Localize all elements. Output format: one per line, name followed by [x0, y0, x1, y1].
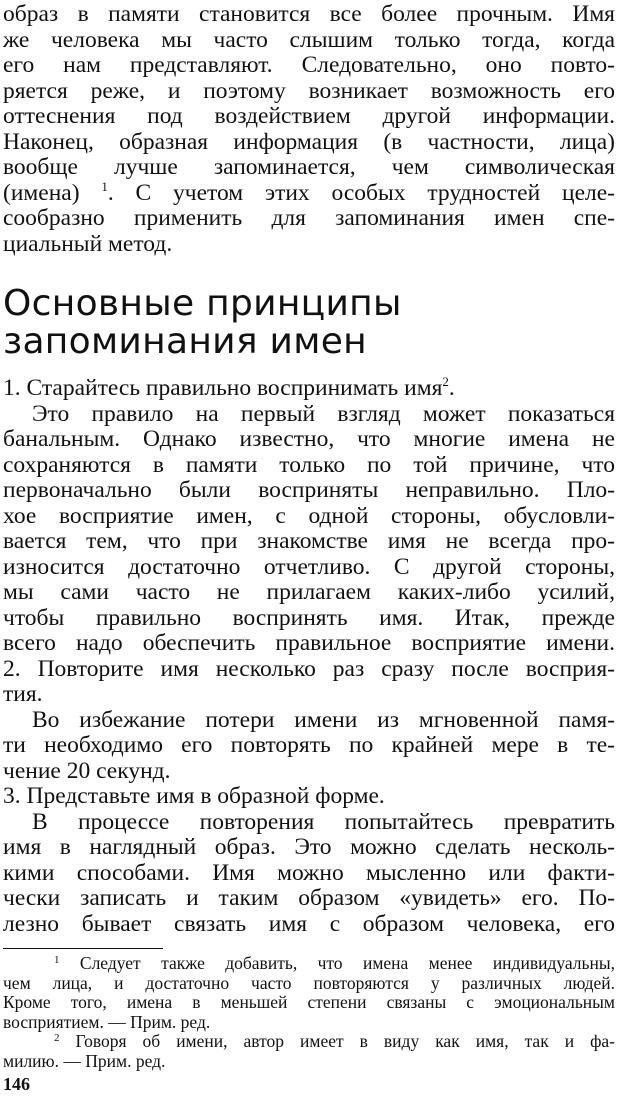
text-line: банальным. Однако известно, что многие имена не: [3, 426, 615, 452]
text-fragment: Следует также добавить, что имена менее индивидуальны,: [79, 953, 616, 973]
text-line: имя в наглядный образ. Это можно сделать несколь-: [3, 834, 615, 860]
text-line: сохраняются в памяти только по той причине, что: [3, 451, 615, 478]
footnote-line: Кроме того, имена в меньшей степени связаны с эмоциональным: [3, 992, 615, 1012]
text-line: оттеснения под воздействием другой информации.: [3, 103, 615, 129]
footnote-reference: 1: [101, 178, 108, 194]
text-line: кими способами. Имя можно мысленно или факти-: [3, 859, 615, 886]
text-line: чение 20 секунд.: [3, 757, 171, 784]
text-fragment: (имена): [3, 179, 102, 206]
text-line: мы сами часто не прилагаем каких-либо усилий,: [3, 579, 615, 605]
page-number: 146: [3, 1074, 30, 1094]
text-line: Во избежание потери имени из мгновенной памя-: [32, 706, 615, 733]
footnote-number: 1: [54, 954, 60, 966]
text-line: образ в памяти становится все более прочным. Имя: [3, 1, 615, 27]
text-fragment: Говоря об имени, автор имеет в виду как имя, так и фа-: [75, 1031, 616, 1051]
footnote-line: [54, 1032, 615, 1052]
text-line: вообще лучше запоминается, чем символическая: [3, 154, 615, 180]
footnote-line: чем лица, и достаточно часто повторяются у различных людей.: [3, 972, 615, 993]
text-line: ряется реже, и поэтому возникает возможность его: [3, 77, 615, 104]
footnote-line: [54, 954, 615, 974]
footnote-separator: [3, 948, 163, 949]
text-line: первоначально были восприняты неправильно. Пло-: [3, 477, 615, 503]
footnote-line: восприятием. — Прим. ред.: [3, 1011, 211, 1032]
text-line: Это правило на первый взгляд может показаться: [32, 400, 615, 427]
footnote-number: 2: [54, 1032, 60, 1044]
section-heading: запоминания имен: [3, 321, 367, 362]
text-line: же человека мы часто слышим только тогда, когда: [3, 26, 615, 53]
text-line: чтобы правильно воспринять имя. Итак, прежде: [3, 604, 615, 631]
rule-heading: 2. Повторите имя несколько раз сразу после восприя-: [3, 655, 615, 682]
text-line: чески записать и таким образом «увидеть» его. По-: [3, 885, 615, 911]
text-line: его нам представляют. Следовательно, оно повто-: [3, 52, 615, 78]
text-line: Наконец, образная информация (в частности, лица): [3, 128, 615, 155]
text-line: В процессе повторения попытайтесь превратить: [32, 808, 615, 835]
text-line: всего надо обеспечить правильное восприятие имени.: [3, 630, 615, 656]
text-fragment: 1. Старайтесь правильно воспринимать имя: [3, 375, 443, 401]
footnote-line: милию. — Прим. ред.: [3, 1050, 166, 1071]
text-line: хое восприятие имен, с одной стороны, обусловли-: [3, 502, 615, 529]
rule-heading: [3, 376, 615, 402]
section-heading: Основные принципы: [3, 283, 402, 324]
text-fragment: .: [448, 375, 455, 401]
text-line: сообразно применить для запоминания имен спе-: [3, 205, 615, 231]
text-line: вается тем, что при знакомстве имя не всегда про-: [3, 528, 615, 554]
footnote-reference: 2: [442, 374, 449, 389]
rule-heading: 3. Представьте имя в образной форме.: [3, 783, 385, 809]
text-line: лезно бывает связать имя с образом человека, его: [3, 910, 615, 937]
text-line: износится достаточно отчетливо. С другой стороны,: [3, 553, 615, 580]
text-line: ти необходимо его повторять по крайней мере в те-: [3, 732, 615, 758]
text-fragment: . С учетом этих особых трудностей целе-: [107, 179, 615, 206]
text-line: циальный метод.: [3, 230, 173, 257]
text-line: [3, 178, 615, 207]
text-line: тия.: [3, 681, 43, 707]
